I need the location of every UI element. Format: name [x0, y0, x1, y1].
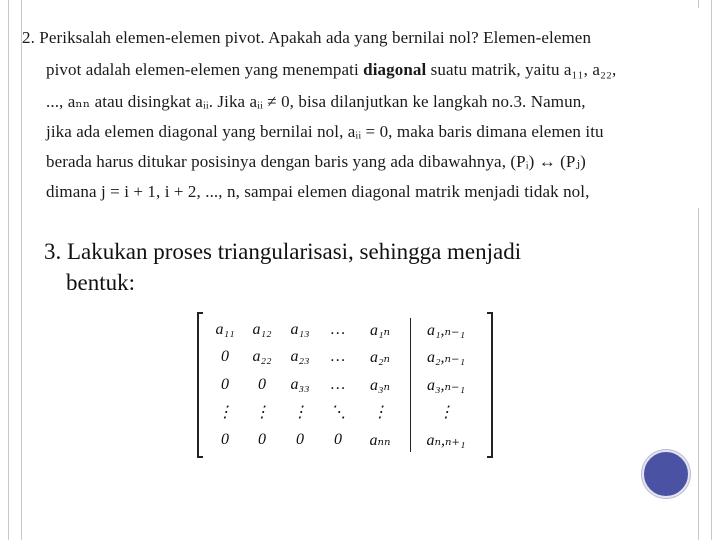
- matrix-row: [207, 316, 475, 344]
- matrix-table: [207, 316, 475, 454]
- matrix-cell: a₃₃: [290, 375, 310, 393]
- matrix-cell: 0: [221, 348, 229, 366]
- matrix-cell: ⋮: [217, 404, 233, 422]
- matrix-cell: 0: [221, 430, 229, 448]
- step2-line-1: 2. Periksalah elemen-elemen pivot. Apakah ada yang bernilai nol? Elemen-elemen: [22, 28, 592, 47]
- matrix-cell: 0: [258, 430, 266, 448]
- matrix-cell: a₁₂: [252, 320, 272, 338]
- matrix-cell: a₂₃: [290, 348, 310, 366]
- matrix-cell: …: [330, 320, 346, 338]
- slide-decoration-circle: [642, 450, 690, 498]
- matrix-cell: ⋮: [292, 404, 308, 422]
- matrix-left-bracket: [197, 312, 203, 458]
- matrix-cell: a₁ₙ: [369, 321, 391, 339]
- matrix-cell: a₂ₙ: [369, 349, 391, 367]
- step2-line-4: jika ada elemen diagonal yang bernilai nol, aᵢᵢ = 0, maka baris dimana elemen itu: [46, 122, 604, 141]
- matrix-cell: a₂₂: [252, 348, 272, 366]
- matrix-cell: a₂,ₙ₋₁: [426, 349, 466, 367]
- step3-line-1: 3. Lakukan proses triangularisasi, sehingga menjadi: [44, 239, 522, 264]
- matrix-cell: a₃ₙ: [369, 376, 391, 394]
- matrix-cell: aₙ,ₙ₊₁: [426, 431, 466, 449]
- step3-line-2: bentuk:: [66, 270, 135, 295]
- step2-line-6: dimana j = i + 1, i + 2, ..., n, sampai elemen diagonal matrik menjadi tidak nol,: [46, 182, 590, 201]
- step2-line-2-tail: suatu matrik, yaitu a₁₁, a₂₂,: [426, 60, 617, 79]
- matrix-row: [207, 371, 475, 399]
- step2-line-2-head: pivot adalah elemen-elemen yang menempati: [46, 60, 364, 79]
- augmented-matrix: [197, 312, 493, 458]
- step2-line-2: [46, 60, 616, 80]
- matrix-row: [207, 344, 475, 372]
- matrix-cell: ⋮: [372, 404, 388, 422]
- step3-text: [44, 236, 521, 298]
- matrix-row: [207, 426, 475, 454]
- matrix-cell: ⋮: [254, 404, 270, 422]
- step2-line-3: ..., aₙₙ atau disingkat aᵢᵢ. Jika aᵢᵢ ≠ 0, bisa dilanjutkan ke langkah no.3. Namun,: [46, 92, 586, 111]
- matrix-cell: 0: [221, 375, 229, 393]
- matrix-cell: ⋱: [330, 404, 346, 422]
- matrix-cell: 0: [334, 430, 342, 448]
- matrix-cell: ⋮: [438, 404, 454, 422]
- step2-line-5: berada harus ditukar posisinya dengan baris yang ada dibawahnya, (Pᵢ) ↔ (Pⱼ): [46, 152, 586, 171]
- step2-bold-diagonal: diagonal: [363, 60, 427, 79]
- matrix-cell: a₃,ₙ₋₁: [426, 376, 466, 394]
- matrix-cell: …: [330, 375, 346, 393]
- matrix-cell: 0: [296, 430, 304, 448]
- matrix-cell: aₙₙ: [369, 431, 391, 449]
- step2-screenshot-panel: [22, 8, 702, 208]
- matrix-row: [207, 399, 475, 427]
- matrix-cell: a₁,ₙ₋₁: [426, 321, 466, 339]
- slide-frame-left: [8, 0, 22, 540]
- matrix-cell: 0: [258, 375, 266, 393]
- matrix-right-bracket: [487, 312, 493, 458]
- matrix-cell: a₁₁: [215, 320, 235, 338]
- matrix-cell: …: [330, 348, 346, 366]
- matrix-cell: a₁₃: [290, 320, 310, 338]
